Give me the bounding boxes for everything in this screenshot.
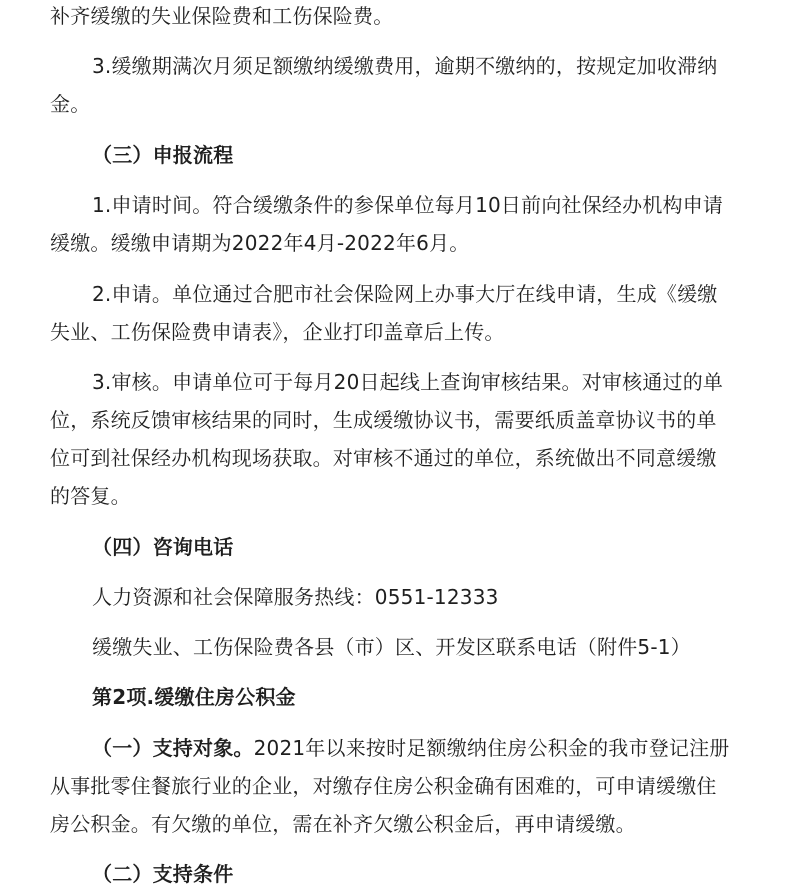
paragraph-line: 位，系统反馈审核结果的同时，生成缓缴协议书，需要纸质盖章协议书的单 (50, 408, 717, 432)
paragraph-line: 1.申请时间。符合缓缴条件的参保单位每月10日前向社保经办机构申请 (92, 193, 724, 217)
support-target-heading: （一）支持对象。 (92, 736, 254, 760)
paragraph-line: 金。 (50, 92, 91, 116)
paragraph-line: 3.缓缴期满次月须足额缴纳缓缴费用，逾期不缴纳的，按规定加收滞纳 (92, 54, 718, 78)
section-heading: （三）申报流程 (92, 143, 234, 167)
hotline-line: 人力资源和社会保障服务热线：0551-12333 (92, 585, 499, 609)
paragraph-line: 3.审核。申请单位可于每月20日起线上查询审核结果。对审核通过的单 (92, 370, 724, 394)
paragraph-line: 补齐缓缴的失业保险费和工伤保险费。 (50, 4, 394, 28)
paragraph-line: 房公积金。有欠缴的单位，需在补齐欠缴公积金后，再申请缓缴。 (50, 812, 636, 836)
contact-line: 缓缴失业、工伤保险费各县（市）区、开发区联系电话（附件5-1） (92, 635, 691, 659)
paragraph-line: 失业、工伤保险费申请表》，企业打印盖章后上传。 (50, 320, 505, 344)
section-heading-cut: （二）支持条件 (92, 862, 234, 886)
paragraph-line (92, 734, 792, 762)
paragraph-line: 缓缴。缓缴申请期为2022年4月-2022年6月。 (50, 231, 470, 255)
paragraph-line: 2.申请。单位通过合肥市社会保险网上办事大厅在线申请，生成《缓缴 (92, 282, 718, 306)
section-heading: （四）咨询电话 (92, 535, 234, 559)
item-heading: 第2项.缓缴住房公积金 (92, 685, 296, 709)
paragraph-line: 位可到社保经办机构现场获取。对审核不通过的单位，系统做出不同意缓缴 (50, 446, 717, 470)
support-target-text: 2021年以来按时足额缴纳住房公积金的我市登记注册 (253, 736, 730, 760)
paragraph-line: 从事批零住餐旅行业的企业，对缴存住房公积金确有困难的，可申请缓缴住 (50, 774, 717, 798)
paragraph-line: 的答复。 (50, 484, 131, 508)
